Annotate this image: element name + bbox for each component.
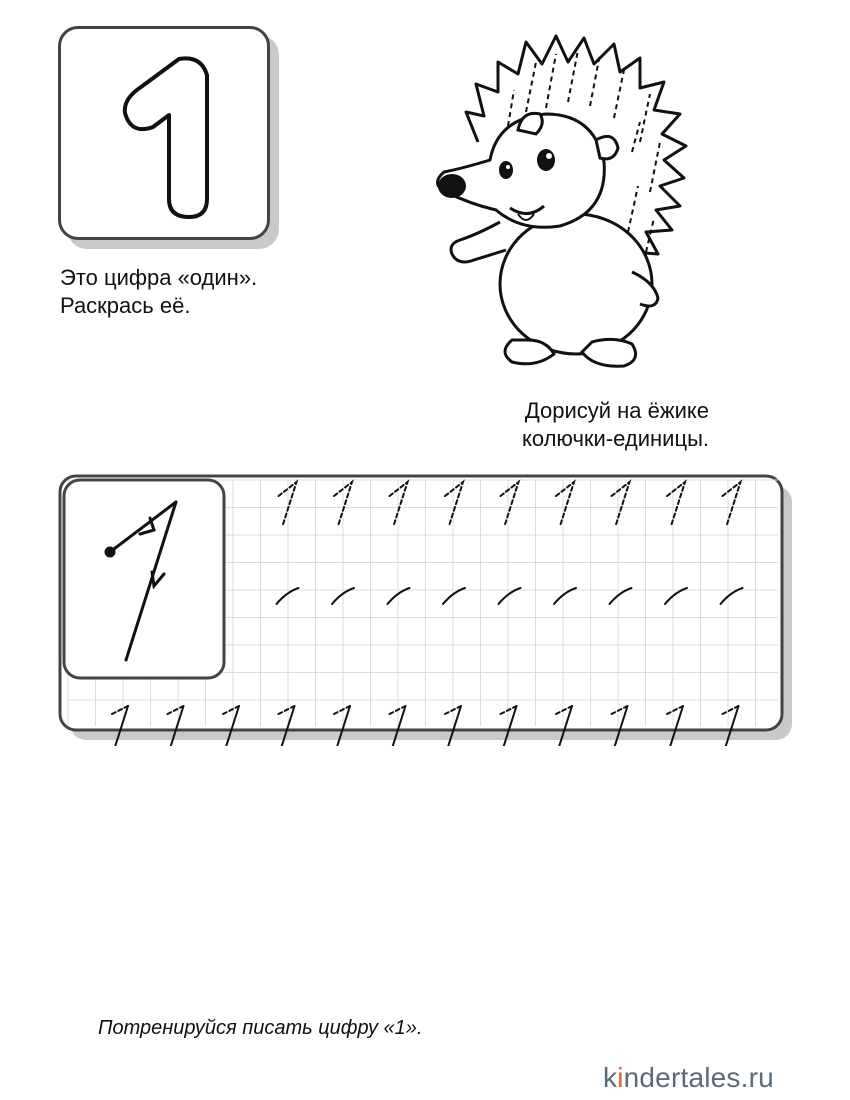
site-link[interactable]	[603, 1062, 774, 1094]
practice-instruction: Потренируйся писать цифру «1».	[98, 1017, 423, 1039]
stroke-demo-card	[64, 480, 224, 678]
site-link-rest: ndertales.ru	[623, 1062, 774, 1093]
digit-one-outline-icon	[61, 29, 273, 243]
site-link-k: k	[603, 1062, 618, 1093]
hedgehog-instruction-line1: Дорисуй на ёжике	[524, 398, 709, 423]
color-instruction-line1: Это цифра «один».	[60, 265, 258, 290]
hedgehog-instruction	[447, 397, 709, 453]
color-instruction	[60, 264, 257, 320]
hedgehog-instruction-line2: колючки-единицы.	[521, 426, 709, 451]
site-link-i: i	[617, 1062, 624, 1093]
practice-sheet	[58, 474, 800, 746]
hedgehog-illustration	[418, 22, 708, 372]
digit-card	[58, 26, 270, 240]
color-instruction-line2: Раскрась её.	[60, 293, 191, 318]
